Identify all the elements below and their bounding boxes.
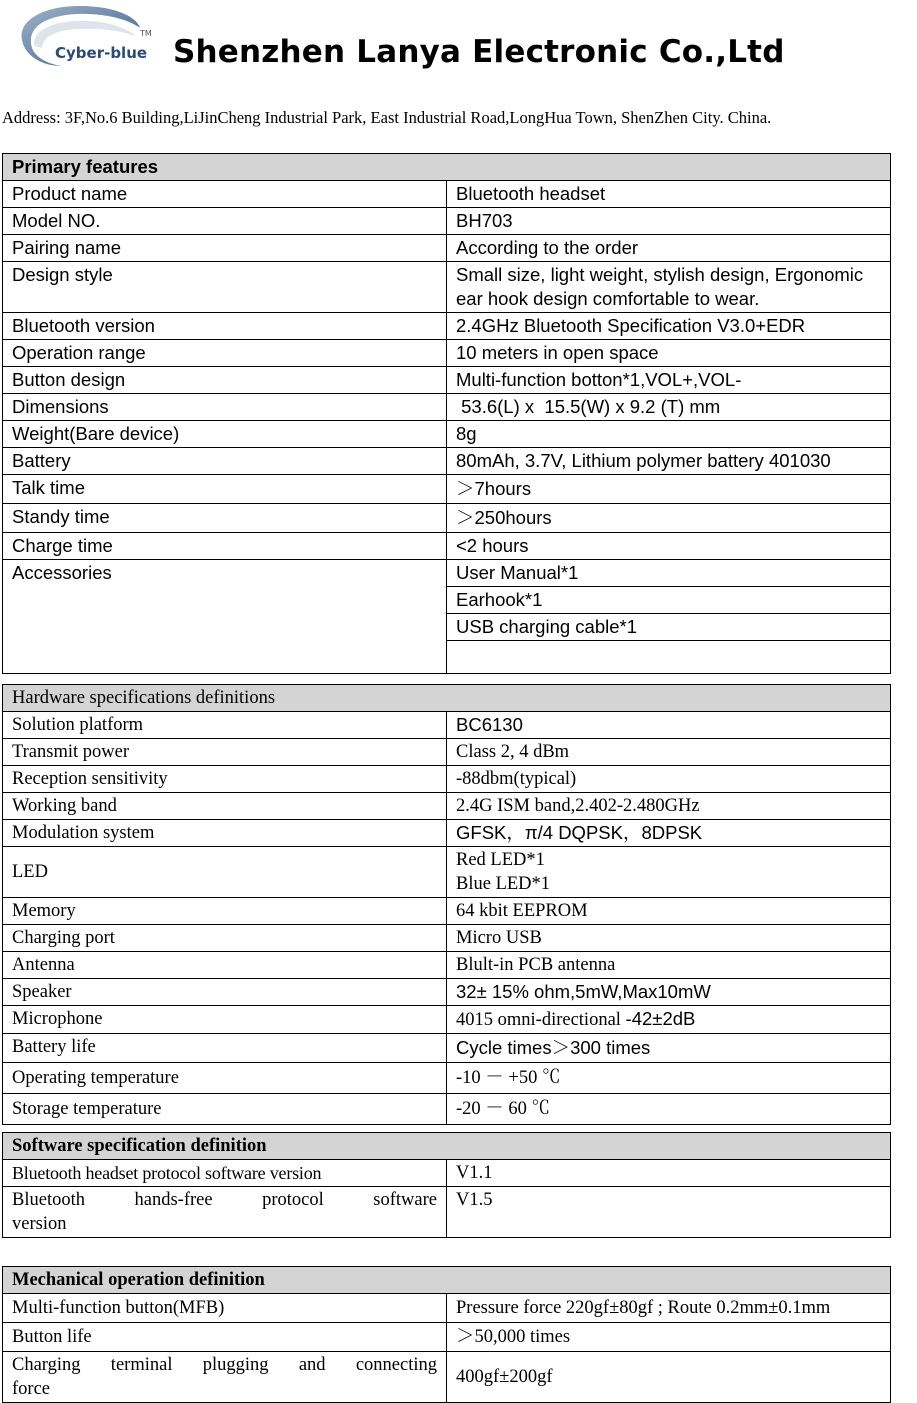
accessory-item: USB charging cable*1 <box>447 614 891 641</box>
section-title: Software specification definition <box>3 1133 891 1160</box>
table-row <box>3 1094 891 1125</box>
row-label: Weight(Bare device) <box>3 421 447 448</box>
row-value: Cycle times＞300 times <box>447 1034 891 1063</box>
row-value: 32± 15% ohm,5mW,Max10mW <box>447 979 891 1006</box>
table-row <box>3 898 891 925</box>
table-row <box>3 367 891 394</box>
row-label: Pairing name <box>3 235 447 262</box>
empty-cell <box>447 641 891 674</box>
led-line: Blue LED*1 <box>456 874 551 894</box>
row-value <box>447 847 891 898</box>
row-label <box>3 1352 447 1403</box>
row-value: 8g <box>447 421 891 448</box>
row-label: Battery <box>3 448 447 475</box>
row-value: Multi-function botton*1,VOL+,VOL- <box>447 367 891 394</box>
row-value: ＞250hours <box>447 504 891 533</box>
row-label: Product name <box>3 181 447 208</box>
table-row <box>3 208 891 235</box>
row-value: Blult-in PCB antenna <box>447 952 891 979</box>
table-row <box>3 394 891 421</box>
table-row <box>3 1294 891 1323</box>
table-row <box>3 925 891 952</box>
row-label: Operation range <box>3 340 447 367</box>
mechanical-table <box>2 1266 891 1403</box>
table-row <box>3 739 891 766</box>
row-value: -20 － 60 ℃ <box>447 1094 891 1125</box>
row-label: Storage temperature <box>3 1094 447 1125</box>
table-row <box>3 504 891 533</box>
row-label: Dimensions <box>3 394 447 421</box>
row-label: Accessories <box>3 560 447 674</box>
table-row <box>3 979 891 1006</box>
table-row <box>3 1063 891 1094</box>
table-row <box>3 820 891 847</box>
section-title: Primary features <box>3 154 891 181</box>
row-label: Operating temperature <box>3 1063 447 1094</box>
table-row <box>3 448 891 475</box>
table-row <box>3 1352 891 1403</box>
label-line: Bluetooth hands-free protocol software <box>12 1190 437 1210</box>
row-value: V1.5 <box>447 1187 891 1238</box>
software-table <box>2 1132 891 1238</box>
table-row <box>3 421 891 448</box>
table-row <box>3 712 891 739</box>
row-value: Class 2, 4 dBm <box>447 739 891 766</box>
table-row <box>3 847 891 898</box>
row-label: Button design <box>3 367 447 394</box>
table-row <box>3 1034 891 1063</box>
accessory-item: Earhook*1 <box>447 587 891 614</box>
row-label: Working band <box>3 793 447 820</box>
row-value: -88dbm(typical) <box>447 766 891 793</box>
company-logo <box>14 2 164 72</box>
row-label: Antenna <box>3 952 447 979</box>
row-label: Reception sensitivity <box>3 766 447 793</box>
row-value: -10 － +50 ℃ <box>447 1063 891 1094</box>
led-line: Red LED*1 <box>456 850 545 870</box>
row-label <box>3 1187 447 1238</box>
section-title: Hardware specifications definitions <box>3 685 891 712</box>
mic-model: 4015 omni-directional <box>456 1010 626 1030</box>
row-label: Speaker <box>3 979 447 1006</box>
primary-features-table <box>2 153 891 674</box>
table-row <box>3 1160 891 1187</box>
row-label: Talk time <box>3 475 447 504</box>
row-label: Model NO. <box>3 208 447 235</box>
logo-text: Cyber-blue <box>55 44 148 62</box>
table-row <box>3 766 891 793</box>
hardware-table <box>2 684 891 1125</box>
table-row <box>3 262 891 313</box>
row-value: Micro USB <box>447 925 891 952</box>
row-label: Standy time <box>3 504 447 533</box>
row-value: 53.6(L) x 15.5(W) x 9.2 (T) mm <box>447 394 891 421</box>
row-value: GFSK，π/4 DQPSK，8DPSK <box>447 820 891 847</box>
row-value: Small size, light weight, stylish design, Ergonomic ear hook design comfortable to wear. <box>447 262 891 313</box>
row-label: Modulation system <box>3 820 447 847</box>
row-label: Charge time <box>3 533 447 560</box>
table-row <box>3 1187 891 1238</box>
row-value: Bluetooth headset <box>447 181 891 208</box>
row-label: Memory <box>3 898 447 925</box>
row-label: Microphone <box>3 1006 447 1034</box>
table-row <box>3 793 891 820</box>
row-label: Button life <box>3 1323 447 1352</box>
table-row <box>3 313 891 340</box>
row-value <box>447 1006 891 1034</box>
row-label: Charging port <box>3 925 447 952</box>
label-line: version <box>12 1214 67 1234</box>
logo-trademark: TM <box>140 29 152 38</box>
row-value: 400gf±200gf <box>447 1352 891 1403</box>
row-label: Solution platform <box>3 712 447 739</box>
accessory-item: User Manual*1 <box>447 560 891 587</box>
row-label: Bluetooth version <box>3 313 447 340</box>
row-label: LED <box>3 847 447 898</box>
section-title: Mechanical operation definition <box>3 1267 891 1294</box>
table-row <box>3 235 891 262</box>
row-value: 64 kbit EEPROM <box>447 898 891 925</box>
row-value: BH703 <box>447 208 891 235</box>
row-value: 2.4G ISM band,2.402-2.480GHz <box>447 793 891 820</box>
table-row <box>3 1323 891 1352</box>
row-value: 2.4GHz Bluetooth Specification V3.0+EDR <box>447 313 891 340</box>
row-value: According to the order <box>447 235 891 262</box>
company-address: Address: 3F,No.6 Building,LiJinCheng Industrial Park, East Industrial Road,LongHua Town, ShenZhen City. China. <box>2 108 772 127</box>
table-row <box>3 181 891 208</box>
row-value: 80mAh, 3.7V, Lithium polymer battery 401030 <box>447 448 891 475</box>
row-label: Design style <box>3 262 447 313</box>
row-value: V1.1 <box>447 1160 891 1187</box>
row-value: BC6130 <box>447 712 891 739</box>
row-value: Pressure force 220gf±80gf ; Route 0.2mm±0.1mm <box>447 1294 891 1323</box>
table-row <box>3 560 891 587</box>
table-row <box>3 533 891 560</box>
company-name: Shenzhen Lanya Electronic Co.,Ltd <box>173 34 785 70</box>
row-value: ＞50,000 times <box>447 1323 891 1352</box>
row-label: Bluetooth headset protocol software version <box>3 1160 447 1187</box>
table-row <box>3 340 891 367</box>
label-line: force <box>12 1379 50 1399</box>
label-line: Charging terminal plugging and connecting <box>12 1355 437 1375</box>
mic-sensitivity: -42±2dB <box>625 1008 696 1029</box>
row-label: Transmit power <box>3 739 447 766</box>
table-row <box>3 952 891 979</box>
row-label: Battery life <box>3 1034 447 1063</box>
row-label: Multi-function button(MFB) <box>3 1294 447 1323</box>
row-value: ＞7hours <box>447 475 891 504</box>
table-row <box>3 1006 891 1034</box>
table-row <box>3 475 891 504</box>
row-value: 10 meters in open space <box>447 340 891 367</box>
row-value: <2 hours <box>447 533 891 560</box>
